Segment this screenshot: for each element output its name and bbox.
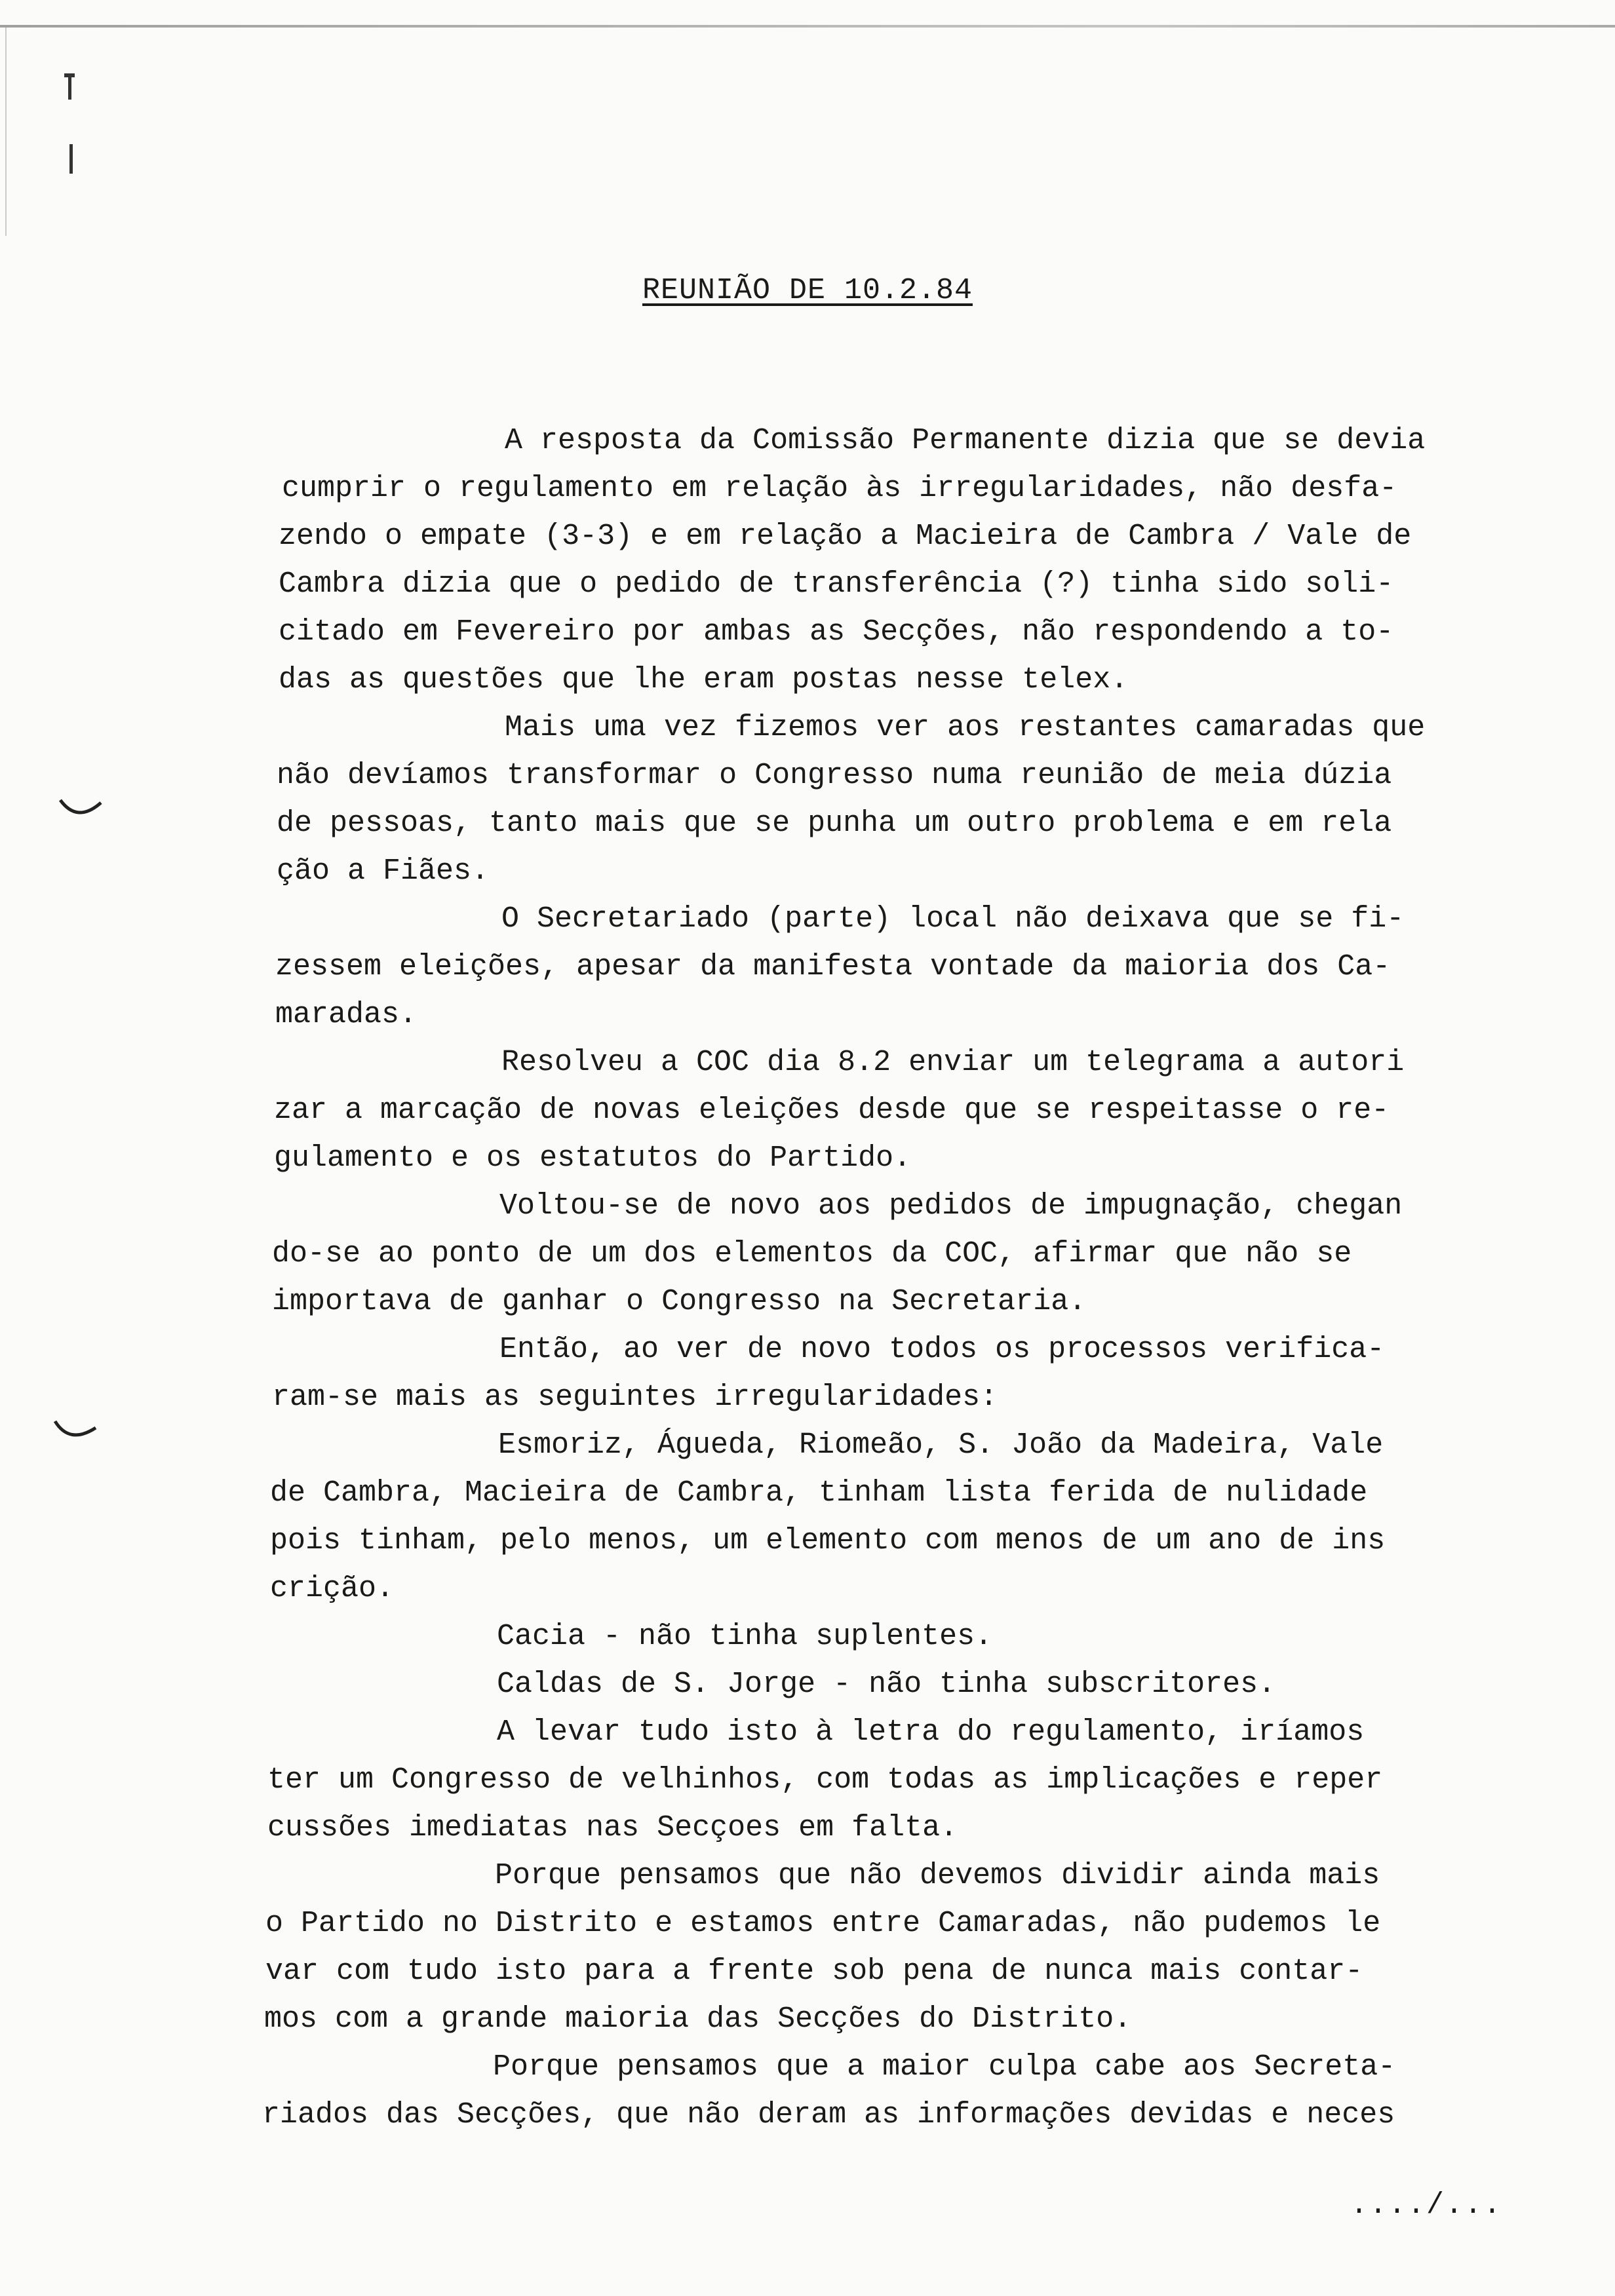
text-line: das as questões que lhe eram postas nesse telex. [279,663,1129,697]
text-line: crição. [270,1572,395,1605]
text-line: Esmoriz, Águeda, Riomeão, S. João da Madeira, Vale [498,1428,1384,1462]
text-line: não devíamos transformar o Congresso numa reunião de meia dúzia [277,759,1392,792]
text-line: zendo o empate (3-3) e em relação a Macieira de Cambra / Vale de [279,520,1412,553]
text-line: cussões imediatas nas Secçoes em falta. [267,1811,958,1845]
text-line: Porque pensamos que a maior culpa cabe aos Secreta- [493,2050,1396,2084]
text-line: Cambra dizia que o pedido de transferência (?) tinha sido soli- [279,567,1394,601]
text-line: ram-se mais as seguintes irregularidades: [272,1381,998,1414]
text-line: A resposta da Comissão Permanente dizia que se devia [505,424,1426,457]
text-line: o Partido no Distrito e estamos entre Camaradas, não pudemos le [265,1907,1381,1940]
text-line: do-se ao ponto de um dos elementos da COC, afirmar que não se [272,1237,1352,1271]
margin-mark [69,144,73,174]
text-line: Mais uma vez fizemos ver aos restantes camaradas que [505,711,1426,744]
continuation-mark: ..../... [1350,2189,1503,2222]
text-line: Porque pensamos que não devemos dividir ainda mais [495,1859,1380,1892]
text-line: de pessoas, tanto mais que se punha um outro problema e em rela [277,807,1392,840]
text-line: riados das Secções, que não deram as informações devidas e neces [262,2098,1395,2132]
text-line: Caldas de S. Jorge - não tinha subscritores. [497,1668,1276,1701]
text-line: de Cambra, Macieira de Cambra, tinham lista ferida de nulidade [270,1476,1368,1510]
text-line: Resolveu a COC dia 8.2 enviar um telegrama a autori [501,1046,1405,1079]
scan-top-edge [0,25,1615,28]
text-line: Então, ao ver de novo todos os processos verifica- [499,1333,1385,1366]
text-line: Voltou-se de novo aos pedidos de impugnação, chegan [499,1189,1403,1223]
text-line: zar a marcação de novas eleições desde que se respeitasse o re- [274,1094,1390,1127]
text-line: ção a Fiães. [277,854,490,888]
text-line: pois tinham, pelo menos, um elemento com menos de um ano de ins [270,1524,1386,1558]
text-line: maradas. [275,998,418,1031]
punch-hole-mark [52,1419,98,1445]
text-line: zessem eleições, apesar da manifesta vontade da maioria dos Ca- [275,950,1391,984]
document-title: REUNIÃO DE 10.2.84 [642,274,973,307]
margin-mark [68,73,71,100]
text-line: ter um Congresso de velhinhos, com todas as implicações e reper [267,1763,1383,1797]
document-body [262,417,1540,2139]
text-line: var com tudo isto para a frente sob pena de nunca mais contar- [265,1955,1363,1988]
text-line: importava de ganhar o Congresso na Secretaria. [272,1285,1087,1318]
text-line: cumprir o regulamento em relação às irregularidades, não desfa- [282,472,1397,505]
text-line: citado em Fevereiro por ambas as Secções, não respondendo a to- [279,615,1394,649]
text-line: O Secretariado (parte) local não deixava que se fi- [501,902,1405,936]
text-line: Cacia - não tinha suplentes. [497,1620,993,1653]
text-line: A levar tudo isto à letra do regulamento, iríamos [497,1715,1365,1749]
scan-left-edge [5,26,7,236]
text-line: gulamento e os estatutos do Partido. [274,1141,912,1175]
margin-mark [64,73,75,77]
punch-hole-mark [58,796,104,822]
text-line: mos com a grande maioria das Secções do Distrito. [264,2002,1132,2036]
